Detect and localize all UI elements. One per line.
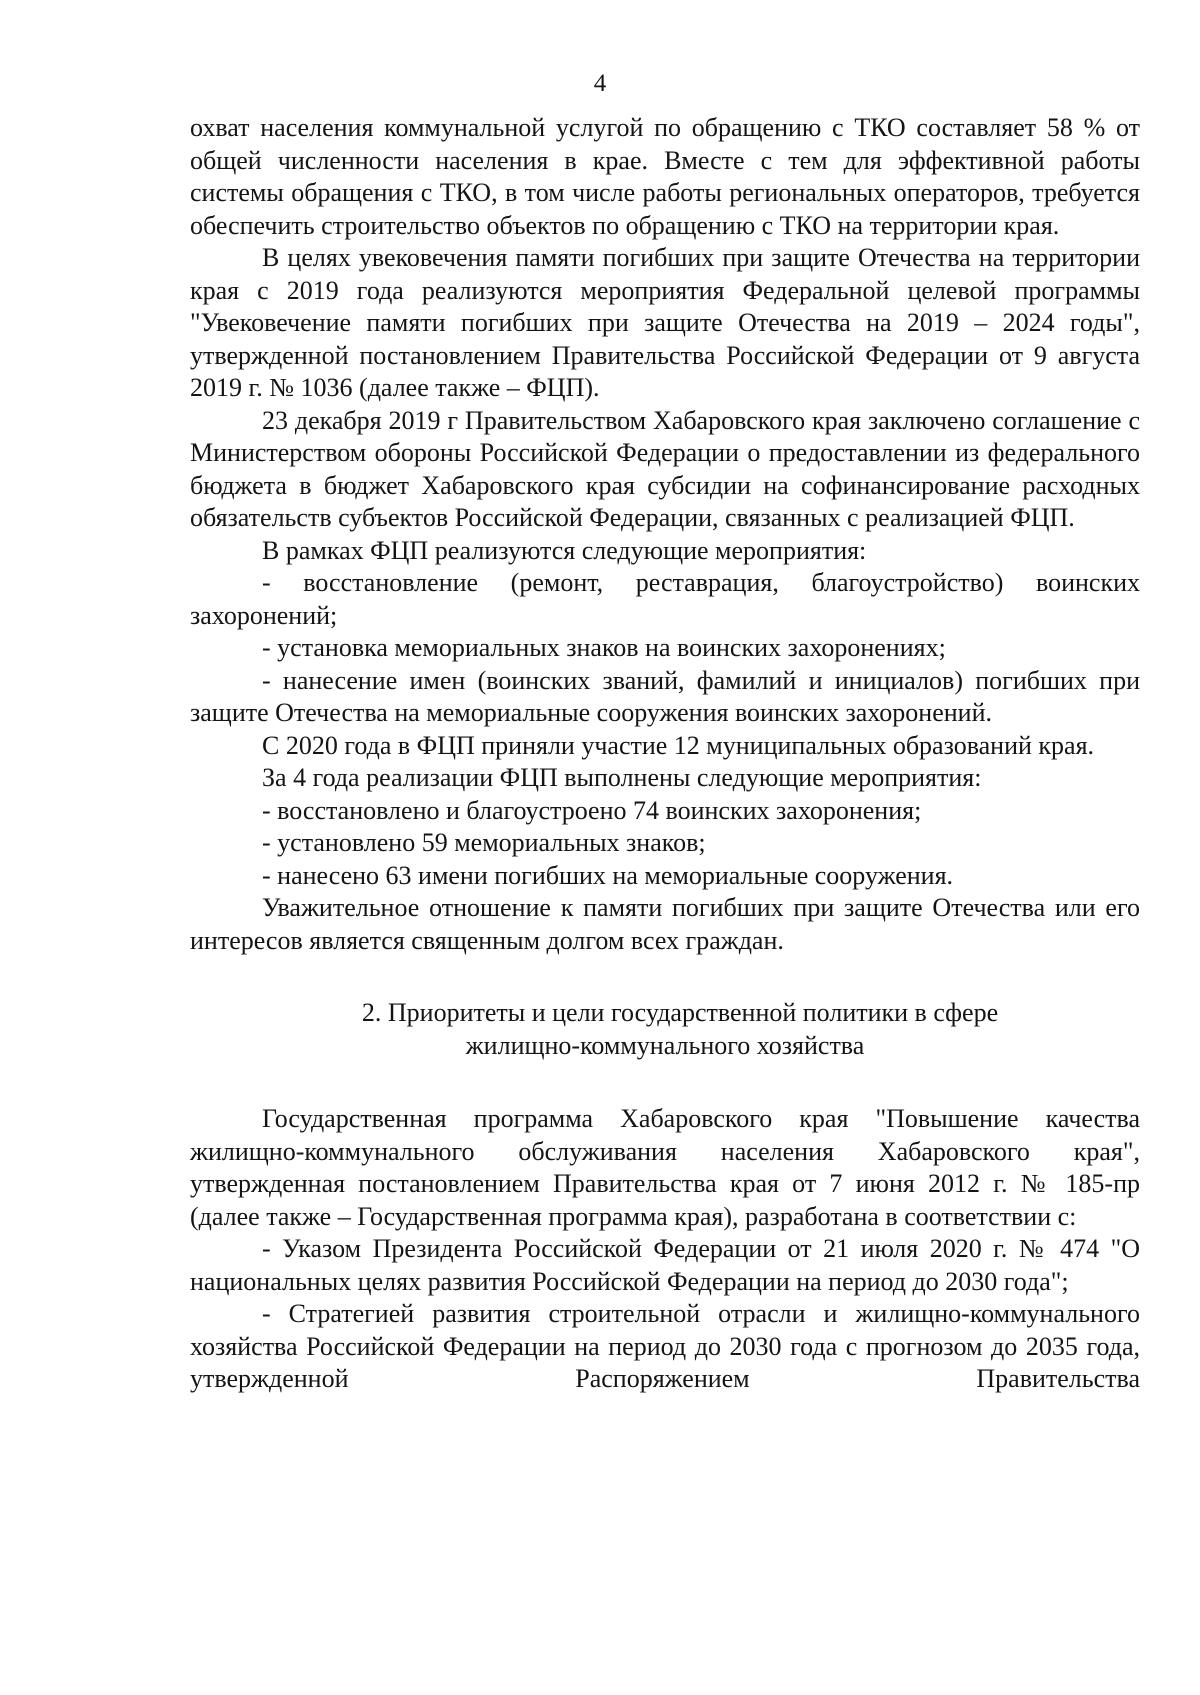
list-item: - Стратегией развития строительной отрасли и жилищно-коммунального хозяйства Российской Федерации на период до 2030 года с прогнозом до 2035 года, утвержденной Распоряжением Правительства — [190, 1299, 1140, 1393]
paragraph: 23 декабря 2019 г Правительством Хабаровского края заключено соглашение с Министерством обороны Российской Федерации о предоставлении из федерального бюджета в бюджет Хабаровского края субсидии на софинансирование расходных обязательств субъектов Российской Федерации, связанных с реализацией ФЦП. — [190, 405, 1140, 532]
section-heading-line-1: 2. Приоритеты и цели государственной политики в сфере — [361, 998, 999, 1027]
list-item: - установлено 59 мемориальных знаков; — [262, 828, 706, 857]
list-item: - нанесено 63 имени погибших на мемориальные сооружения. — [262, 860, 954, 890]
paragraph: За 4 года реализации ФЦП выполнены следующие мероприятия: — [262, 763, 982, 792]
list-item: - восстановлено и благоустроено 74 воинских захоронения; — [262, 795, 922, 825]
paragraph: охват населения коммунальной услугой по обращению с ТКО составляет 58 % от общей численности населения в крае. Вместе с тем для эффективной работы системы обращения с ТКО, в том числе работы региональных операторов, требуется обеспечить строительство объектов по обращению с ТКО на территории края. — [190, 113, 1140, 240]
section-heading — [190, 997, 1140, 1062]
paragraph: В рамках ФЦП реализуются следующие мероприятия: — [262, 535, 867, 565]
list-item: - нанесение имен (воинских званий, фамилий и инициалов) погибших при защите Отечества на мемориальные сооружения воинских захоронений. — [190, 665, 1140, 727]
paragraph-group-before — [190, 112, 1140, 957]
paragraph: Уважительное отношение к памяти погибших при защите Отечества или его интересов является священным долгом всех граждан. — [190, 893, 1140, 955]
paragraph-group-after — [190, 1103, 1140, 1396]
list-item: - восстановление (ремонт, реставрация, благоустройство) воинских захоронений; — [190, 568, 1140, 630]
document-body — [190, 112, 1140, 1396]
paragraph: В целях увековечения памяти погибших при защите Отечества на территории края с 2019 года реализуются мероприятия Федеральной целевой программы "Увековечение памяти погибших при защите Отечества на 2019 – 2024 годы", утвержденной постановлением Правительства Российской Федерации от 9 августа 2019 г. № 1036 (далее также – ФЦП). — [190, 243, 1140, 402]
section-heading-line-2: жилищно-коммунального хозяйства — [465, 1030, 865, 1060]
paragraph: Государственная программа Хабаровского края "Повышение качества жилищно-коммунального обслуживания населения Хабаровского края", утвержденная постановлением Правительства края от 7 июня 2012 г. № 185-пр (далее также – Государственная программа края), разработана в соответствии с: — [190, 1104, 1140, 1231]
paragraph: С 2020 года в ФЦП приняли участие 12 муниципальных образований края. — [262, 730, 1095, 760]
list-item: - установка мемориальных знаков на воинских захоронениях; — [262, 633, 946, 662]
page-number: 4 — [593, 70, 607, 97]
list-item: - Указом Президента Российской Федерации от 21 июля 2020 г. № 474 "О национальных целях развития Российской Федерации на период до 2030 года"; — [190, 1234, 1140, 1296]
